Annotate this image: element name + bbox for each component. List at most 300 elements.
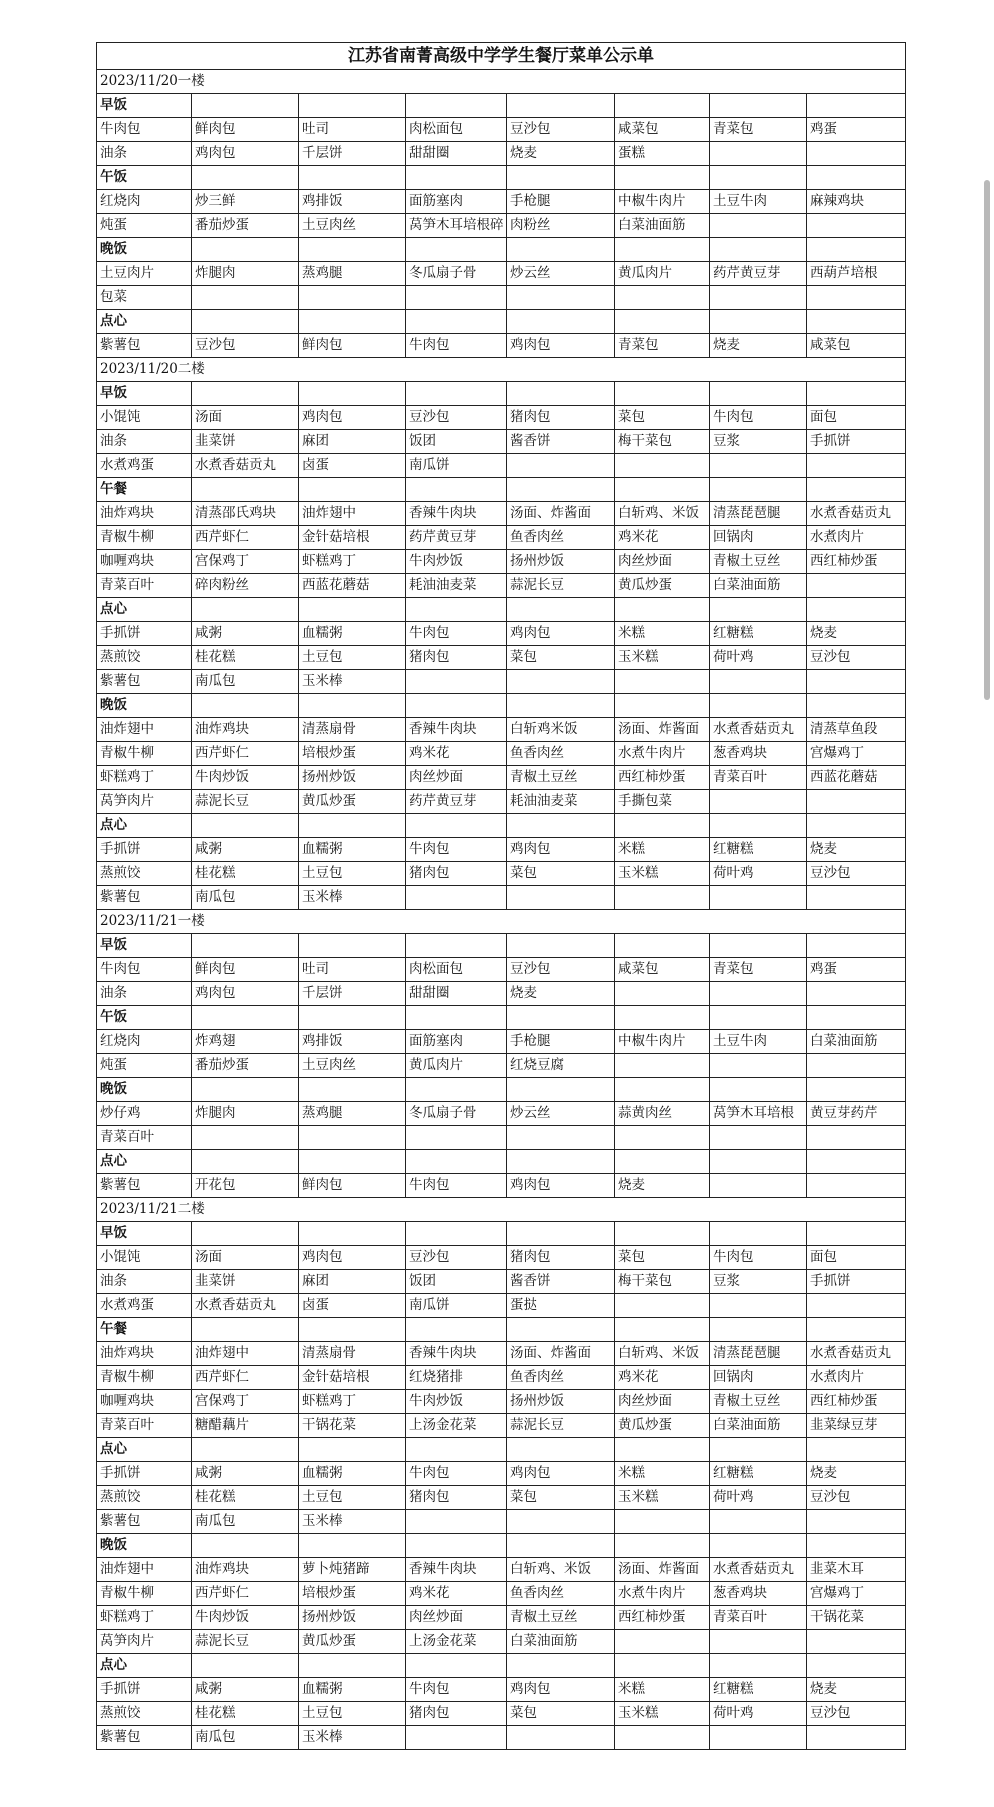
menu-row xyxy=(97,502,906,526)
dish-cell: 西芹虾仁 xyxy=(192,742,299,766)
menu-row xyxy=(97,1294,906,1318)
dish-cell: 牛肉包 xyxy=(406,334,507,358)
empty-cell xyxy=(192,1438,299,1462)
dish-cell: 甜甜圈 xyxy=(406,142,507,166)
dish-cell: 玉米棒 xyxy=(299,1726,406,1750)
dish-cell: 炒三鲜 xyxy=(192,190,299,214)
date-floor-label: 2023/11/21二楼 xyxy=(97,1198,906,1222)
menu-row xyxy=(97,214,906,238)
dish-cell: 黄瓜炒蛋 xyxy=(615,1414,710,1438)
dish-cell: 面包 xyxy=(807,1246,906,1270)
empty-cell xyxy=(507,598,615,622)
dish-cell: 烧麦 xyxy=(710,334,807,358)
dish-cell: 扬州炒饭 xyxy=(507,1390,615,1414)
dish-cell: 猪肉包 xyxy=(406,646,507,670)
empty-cell xyxy=(807,214,906,238)
dish-cell: 豆沙包 xyxy=(807,1486,906,1510)
empty-cell xyxy=(406,1222,507,1246)
empty-cell xyxy=(192,1222,299,1246)
menu-row xyxy=(97,1102,906,1126)
meal-header-row xyxy=(97,1534,906,1558)
dish-cell: 蒸煎饺 xyxy=(97,1702,192,1726)
meal-label: 早饭 xyxy=(97,94,192,118)
dish-cell: 豆浆 xyxy=(710,430,807,454)
meal-header-row xyxy=(97,1078,906,1102)
empty-cell xyxy=(710,1054,807,1078)
dish-cell: 白菜油面筋 xyxy=(710,1414,807,1438)
dish-cell: 猪肉包 xyxy=(406,862,507,886)
dish-cell: 药芹黄豆芽 xyxy=(710,262,807,286)
dish-cell: 紫薯包 xyxy=(97,670,192,694)
empty-cell xyxy=(299,1534,406,1558)
dish-cell: 红糖糕 xyxy=(710,622,807,646)
menu-row xyxy=(97,1246,906,1270)
dish-cell: 青椒土豆丝 xyxy=(710,550,807,574)
dish-cell: 药芹黄豆芽 xyxy=(406,526,507,550)
empty-cell xyxy=(807,382,906,406)
dish-cell: 咸粥 xyxy=(192,622,299,646)
dish-cell: 水煮香菇贡丸 xyxy=(192,454,299,478)
empty-cell xyxy=(710,1174,807,1198)
scrollbar-thumb[interactable] xyxy=(984,180,990,700)
dish-cell: 白斩鸡、米饭 xyxy=(507,1558,615,1582)
empty-cell xyxy=(615,310,710,334)
dish-cell: 油炸翅中 xyxy=(97,718,192,742)
dish-cell: 青菜百叶 xyxy=(97,1126,192,1150)
dish-cell: 蒜泥长豆 xyxy=(507,574,615,598)
menu-row xyxy=(97,1462,906,1486)
empty-cell xyxy=(406,1078,507,1102)
dish-cell: 汤面、炸酱面 xyxy=(507,502,615,526)
meal-label: 晚饭 xyxy=(97,238,192,262)
dish-cell: 玉米糕 xyxy=(615,1702,710,1726)
empty-cell xyxy=(615,1222,710,1246)
meal-label: 晚饭 xyxy=(97,1534,192,1558)
meal-header-row xyxy=(97,1318,906,1342)
dish-cell: 油炸翅中 xyxy=(192,1342,299,1366)
dish-cell: 血糯粥 xyxy=(299,1678,406,1702)
dish-cell: 咖喱鸡块 xyxy=(97,1390,192,1414)
dish-cell: 青菜包 xyxy=(615,334,710,358)
menu-row xyxy=(97,574,906,598)
empty-cell xyxy=(710,454,807,478)
empty-cell xyxy=(299,1006,406,1030)
empty-cell xyxy=(406,1534,507,1558)
dish-cell: 豆沙包 xyxy=(507,958,615,982)
dish-cell: 萝卜炖猪蹄 xyxy=(299,1558,406,1582)
dish-cell: 手枪腿 xyxy=(507,1030,615,1054)
dish-cell: 猪肉包 xyxy=(507,406,615,430)
menu-row xyxy=(97,1726,906,1750)
empty-cell xyxy=(507,1510,615,1534)
empty-cell xyxy=(507,814,615,838)
empty-cell xyxy=(615,1150,710,1174)
menu-row xyxy=(97,1030,906,1054)
menu-row xyxy=(97,1486,906,1510)
dish-cell: 豆沙包 xyxy=(192,334,299,358)
dish-cell: 蒜泥长豆 xyxy=(507,1414,615,1438)
empty-cell xyxy=(710,1078,807,1102)
dish-cell: 烧麦 xyxy=(807,838,906,862)
date-row xyxy=(97,1198,906,1222)
dish-cell: 干锅花菜 xyxy=(299,1414,406,1438)
empty-cell xyxy=(299,598,406,622)
empty-cell xyxy=(710,1006,807,1030)
dish-cell: 菜包 xyxy=(507,646,615,670)
dish-cell: 鸡米花 xyxy=(615,526,710,550)
dish-cell: 宫爆鸡丁 xyxy=(807,742,906,766)
dish-cell: 鸡肉包 xyxy=(507,334,615,358)
empty-cell xyxy=(507,286,615,310)
empty-cell xyxy=(615,1054,710,1078)
menu-row xyxy=(97,742,906,766)
dish-cell: 豆沙包 xyxy=(807,862,906,886)
dish-cell: 黄瓜肉片 xyxy=(406,1054,507,1078)
dish-cell: 鸡肉包 xyxy=(507,1174,615,1198)
meal-header-row xyxy=(97,382,906,406)
empty-cell xyxy=(807,166,906,190)
empty-cell xyxy=(299,94,406,118)
dish-cell: 西红柿炒蛋 xyxy=(615,766,710,790)
meal-label: 点心 xyxy=(97,310,192,334)
dish-cell: 牛肉炒饭 xyxy=(192,766,299,790)
empty-cell xyxy=(507,1318,615,1342)
empty-cell xyxy=(507,1222,615,1246)
meal-header-row xyxy=(97,1006,906,1030)
dish-cell: 西芹虾仁 xyxy=(192,526,299,550)
menu-row xyxy=(97,838,906,862)
empty-cell xyxy=(615,1294,710,1318)
dish-cell: 油条 xyxy=(97,982,192,1006)
meal-header-row xyxy=(97,166,906,190)
menu-row xyxy=(97,1678,906,1702)
empty-cell xyxy=(710,1126,807,1150)
empty-cell xyxy=(507,670,615,694)
dish-cell: 炖蛋 xyxy=(97,214,192,238)
dish-cell: 清蒸邵氏鸡块 xyxy=(192,502,299,526)
dish-cell: 鲜肉包 xyxy=(299,334,406,358)
dish-cell: 宫保鸡丁 xyxy=(192,1390,299,1414)
dish-cell: 血糯粥 xyxy=(299,838,406,862)
dish-cell: 豆沙包 xyxy=(406,1246,507,1270)
menu-row xyxy=(97,286,906,310)
dish-cell: 卤蛋 xyxy=(299,1294,406,1318)
empty-cell xyxy=(406,1438,507,1462)
dish-cell: 土豆牛肉 xyxy=(710,190,807,214)
dish-cell: 桂花糕 xyxy=(192,646,299,670)
dish-cell: 米糕 xyxy=(615,1462,710,1486)
dish-cell: 青菜包 xyxy=(710,118,807,142)
dish-cell: 回锅肉 xyxy=(710,526,807,550)
empty-cell xyxy=(192,310,299,334)
dish-cell: 紫薯包 xyxy=(97,1726,192,1750)
empty-cell xyxy=(615,934,710,958)
empty-cell xyxy=(807,982,906,1006)
dish-cell: 虾糕鸡丁 xyxy=(299,1390,406,1414)
empty-cell xyxy=(406,814,507,838)
empty-cell xyxy=(507,1006,615,1030)
menu-title: 江苏省南菁高级中学学生餐厅菜单公示单 xyxy=(97,43,906,70)
dish-cell: 豆沙包 xyxy=(507,118,615,142)
dish-cell: 酱香饼 xyxy=(507,430,615,454)
dish-cell: 土豆牛肉 xyxy=(710,1030,807,1054)
dish-cell: 水煮香菇贡丸 xyxy=(807,1342,906,1366)
menu-row xyxy=(97,766,906,790)
dish-cell: 莴笋木耳培根 xyxy=(710,1102,807,1126)
meal-header-row xyxy=(97,694,906,718)
dish-cell: 黄瓜肉片 xyxy=(615,262,710,286)
dish-cell: 牛肉包 xyxy=(406,1174,507,1198)
empty-cell xyxy=(507,238,615,262)
dish-cell: 牛肉包 xyxy=(406,622,507,646)
dish-cell: 清蒸琵琶腿 xyxy=(710,1342,807,1366)
dish-cell: 咸菜包 xyxy=(615,118,710,142)
dish-cell: 西葫芦培根 xyxy=(807,262,906,286)
dish-cell: 干锅花菜 xyxy=(807,1606,906,1630)
dish-cell: 猪肉包 xyxy=(406,1702,507,1726)
empty-cell xyxy=(710,1318,807,1342)
dish-cell: 鸡肉包 xyxy=(507,838,615,862)
dish-cell: 米糕 xyxy=(615,622,710,646)
dish-cell: 紫薯包 xyxy=(97,334,192,358)
dish-cell: 水煮香菇贡丸 xyxy=(710,718,807,742)
dish-cell: 油炸鸡块 xyxy=(192,718,299,742)
dish-cell: 米糕 xyxy=(615,1678,710,1702)
dish-cell: 开花包 xyxy=(192,1174,299,1198)
dish-cell: 炖蛋 xyxy=(97,1054,192,1078)
dish-cell: 玉米糕 xyxy=(615,862,710,886)
dish-cell: 鸡蛋 xyxy=(807,118,906,142)
meal-label: 晚饭 xyxy=(97,1078,192,1102)
empty-cell xyxy=(192,1078,299,1102)
dish-cell: 宫保鸡丁 xyxy=(192,550,299,574)
empty-cell xyxy=(710,814,807,838)
empty-cell xyxy=(299,1150,406,1174)
menu-row xyxy=(97,1510,906,1534)
dish-cell: 甜甜圈 xyxy=(406,982,507,1006)
dish-cell: 梅干菜包 xyxy=(615,430,710,454)
dish-cell: 肉松面包 xyxy=(406,118,507,142)
meal-header-row xyxy=(97,310,906,334)
dish-cell: 牛肉包 xyxy=(406,1678,507,1702)
dish-cell: 牛肉包 xyxy=(97,118,192,142)
meal-label: 午饭 xyxy=(97,166,192,190)
empty-cell xyxy=(192,1006,299,1030)
empty-cell xyxy=(299,166,406,190)
date-row xyxy=(97,70,906,94)
dish-cell: 西蓝花蘑菇 xyxy=(299,574,406,598)
empty-cell xyxy=(710,166,807,190)
dish-cell: 莴笋木耳培根碎 xyxy=(406,214,507,238)
empty-cell xyxy=(299,310,406,334)
dish-cell: 面包 xyxy=(807,406,906,430)
dish-cell: 牛肉炒饭 xyxy=(406,1390,507,1414)
dish-cell: 肉丝炒面 xyxy=(615,550,710,574)
meal-label: 点心 xyxy=(97,814,192,838)
dish-cell: 蛋糕 xyxy=(615,142,710,166)
dish-cell: 青椒牛柳 xyxy=(97,1582,192,1606)
empty-cell xyxy=(406,598,507,622)
dish-cell: 手撕包菜 xyxy=(615,790,710,814)
dish-cell: 鸡米花 xyxy=(615,1366,710,1390)
dish-cell: 扬州炒饭 xyxy=(507,550,615,574)
empty-cell xyxy=(710,238,807,262)
dish-cell: 冬瓜扇子骨 xyxy=(406,262,507,286)
dish-cell: 药芹黄豆芽 xyxy=(406,790,507,814)
dish-cell: 荷叶鸡 xyxy=(710,862,807,886)
dish-cell: 烧麦 xyxy=(807,1678,906,1702)
dish-cell: 金针菇培根 xyxy=(299,1366,406,1390)
empty-cell xyxy=(710,310,807,334)
menu-row xyxy=(97,526,906,550)
menu-row xyxy=(97,1414,906,1438)
dish-cell: 鱼香肉丝 xyxy=(507,1582,615,1606)
meal-header-row xyxy=(97,478,906,502)
meal-label: 午餐 xyxy=(97,478,192,502)
empty-cell xyxy=(615,1006,710,1030)
empty-cell xyxy=(807,238,906,262)
dish-cell: 白菜油面筋 xyxy=(507,1630,615,1654)
menu-row xyxy=(97,1630,906,1654)
empty-cell xyxy=(299,478,406,502)
dish-cell: 豆沙包 xyxy=(807,646,906,670)
dish-cell: 牛肉炒饭 xyxy=(192,1606,299,1630)
empty-cell xyxy=(192,478,299,502)
empty-cell xyxy=(807,670,906,694)
empty-cell xyxy=(299,1318,406,1342)
dish-cell: 鸡肉包 xyxy=(192,982,299,1006)
empty-cell xyxy=(710,934,807,958)
empty-cell xyxy=(507,310,615,334)
dish-cell: 豆浆 xyxy=(710,1270,807,1294)
menu-row xyxy=(97,1342,906,1366)
dish-cell: 韭菜绿豆芽 xyxy=(807,1414,906,1438)
menu-row xyxy=(97,718,906,742)
dish-cell: 汤面、炸酱面 xyxy=(507,1342,615,1366)
menu-row xyxy=(97,1606,906,1630)
dish-cell: 红糖糕 xyxy=(710,1678,807,1702)
dish-cell: 血糯粥 xyxy=(299,1462,406,1486)
dish-cell: 葱香鸡块 xyxy=(710,1582,807,1606)
empty-cell xyxy=(192,1654,299,1678)
dish-cell: 紫薯包 xyxy=(97,1174,192,1198)
meal-header-row xyxy=(97,934,906,958)
dish-cell: 红烧肉 xyxy=(97,1030,192,1054)
dish-cell: 手抓饼 xyxy=(807,1270,906,1294)
dish-cell: 冬瓜扇子骨 xyxy=(406,1102,507,1126)
dish-cell: 白斩鸡米饭 xyxy=(507,718,615,742)
meal-header-row xyxy=(97,814,906,838)
dish-cell: 包菜 xyxy=(97,286,192,310)
empty-cell xyxy=(807,1438,906,1462)
empty-cell xyxy=(406,670,507,694)
empty-cell xyxy=(807,454,906,478)
menu-row xyxy=(97,790,906,814)
empty-cell xyxy=(807,1534,906,1558)
dish-cell: 烧麦 xyxy=(615,1174,710,1198)
dish-cell: 汤面 xyxy=(192,1246,299,1270)
dish-cell: 烧麦 xyxy=(807,1462,906,1486)
dish-cell: 西红柿炒蛋 xyxy=(615,1606,710,1630)
empty-cell xyxy=(710,790,807,814)
dish-cell: 桂花糕 xyxy=(192,862,299,886)
meal-label: 点心 xyxy=(97,1654,192,1678)
dish-cell: 鸡米花 xyxy=(406,1582,507,1606)
dish-cell: 烧麦 xyxy=(807,622,906,646)
dish-cell: 紫薯包 xyxy=(97,886,192,910)
dish-cell: 青椒牛柳 xyxy=(97,526,192,550)
empty-cell xyxy=(507,1126,615,1150)
dish-cell: 鸡排饭 xyxy=(299,1030,406,1054)
dish-cell: 鲜肉包 xyxy=(299,1174,406,1198)
dish-cell: 蒸鸡腿 xyxy=(299,262,406,286)
dish-cell: 水煮香菇贡丸 xyxy=(192,1294,299,1318)
dish-cell: 白斩鸡、米饭 xyxy=(615,1342,710,1366)
empty-cell xyxy=(615,1630,710,1654)
dish-cell: 青椒土豆丝 xyxy=(710,1390,807,1414)
empty-cell xyxy=(807,1630,906,1654)
empty-cell xyxy=(299,694,406,718)
empty-cell xyxy=(507,1654,615,1678)
empty-cell xyxy=(615,1510,710,1534)
dish-cell: 鸡米花 xyxy=(406,742,507,766)
dish-cell: 白菜油面筋 xyxy=(807,1030,906,1054)
empty-cell xyxy=(507,1534,615,1558)
meal-label: 午饭 xyxy=(97,1006,192,1030)
menu-row xyxy=(97,1054,906,1078)
empty-cell xyxy=(299,238,406,262)
dish-cell: 汤面、炸酱面 xyxy=(615,718,710,742)
dish-cell: 玉米糕 xyxy=(615,646,710,670)
menu-row xyxy=(97,1582,906,1606)
dish-cell: 肉丝炒面 xyxy=(406,1606,507,1630)
dish-cell: 牛肉包 xyxy=(710,1246,807,1270)
dish-cell: 鸡蛋 xyxy=(807,958,906,982)
dish-cell: 土豆肉丝 xyxy=(299,1054,406,1078)
empty-cell xyxy=(406,286,507,310)
empty-cell xyxy=(507,1726,615,1750)
empty-cell xyxy=(807,934,906,958)
meal-label: 早饭 xyxy=(97,934,192,958)
empty-cell xyxy=(710,694,807,718)
dish-cell: 酱香饼 xyxy=(507,1270,615,1294)
dish-cell: 土豆包 xyxy=(299,1486,406,1510)
dish-cell: 蒸煎饺 xyxy=(97,646,192,670)
empty-cell xyxy=(507,478,615,502)
dish-cell: 莴笋肉片 xyxy=(97,790,192,814)
menu-table xyxy=(96,42,906,1750)
dish-cell: 烧麦 xyxy=(507,142,615,166)
dish-cell: 黄豆芽药芹 xyxy=(807,1102,906,1126)
empty-cell xyxy=(406,166,507,190)
dish-cell: 炒云丝 xyxy=(507,262,615,286)
dish-cell: 玉米糕 xyxy=(615,1486,710,1510)
dish-cell: 炸鸡翅 xyxy=(192,1030,299,1054)
empty-cell xyxy=(807,1222,906,1246)
empty-cell xyxy=(192,382,299,406)
dish-cell: 烧麦 xyxy=(507,982,615,1006)
dish-cell: 咸菜包 xyxy=(615,958,710,982)
empty-cell xyxy=(710,1630,807,1654)
dish-cell: 鸡排饭 xyxy=(299,190,406,214)
empty-cell xyxy=(299,1078,406,1102)
dish-cell: 南瓜饼 xyxy=(406,1294,507,1318)
empty-cell xyxy=(615,694,710,718)
empty-cell xyxy=(807,1006,906,1030)
dish-cell: 炒云丝 xyxy=(507,1102,615,1126)
meal-label: 点心 xyxy=(97,598,192,622)
dish-cell: 油炸鸡块 xyxy=(97,1342,192,1366)
